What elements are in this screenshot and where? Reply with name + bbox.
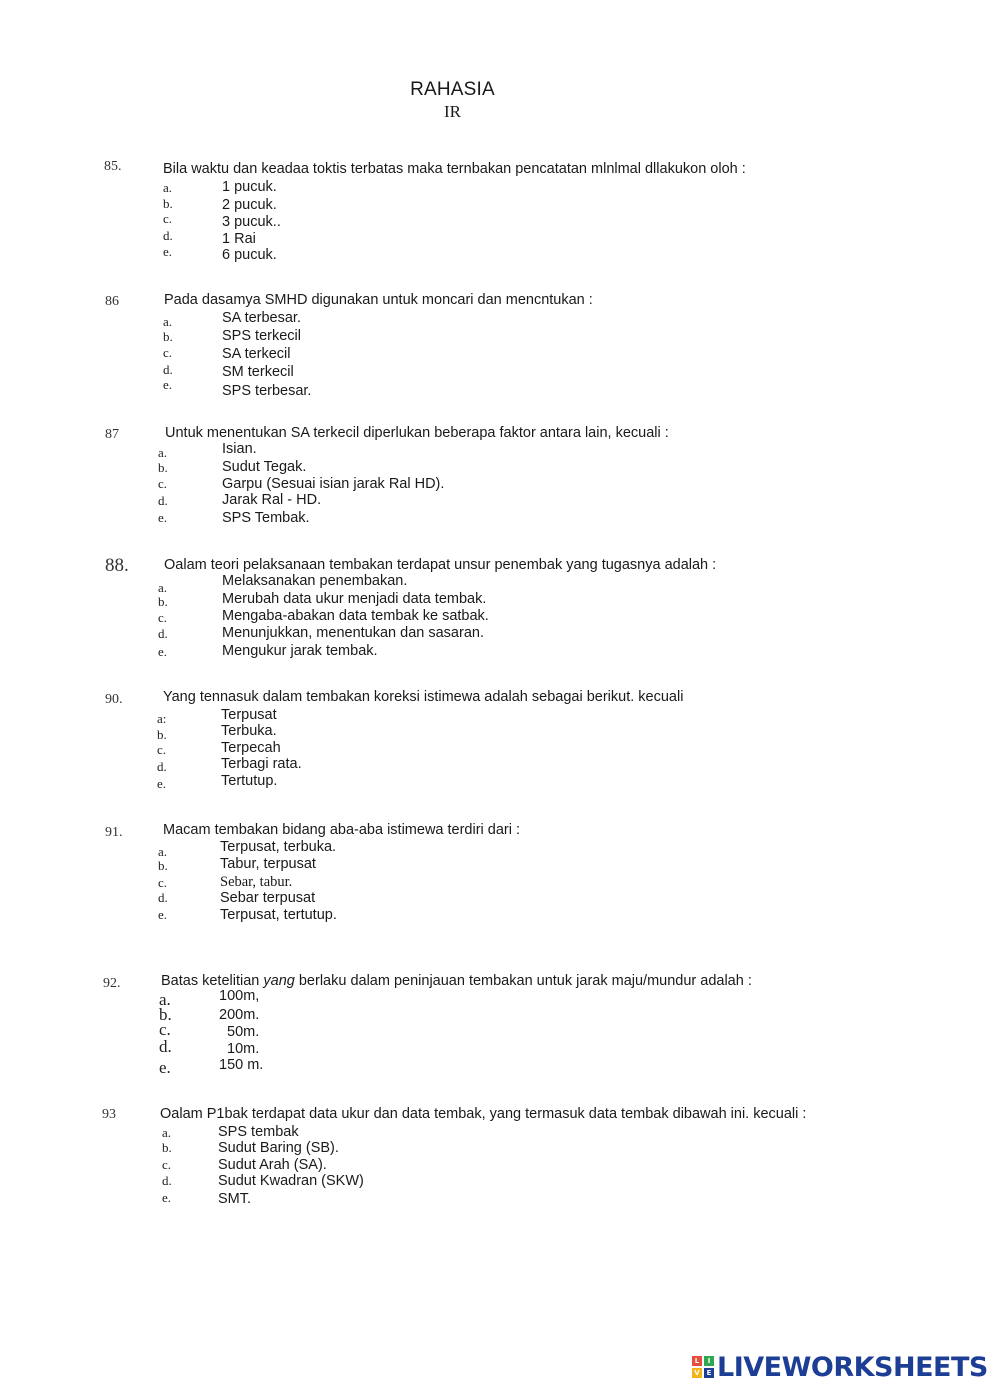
option-letter: e. [158, 510, 168, 525]
option-letter: c. [157, 742, 167, 757]
liveworksheets-logo-icon [692, 1356, 714, 1378]
liveworksheets-brand[interactable] [692, 1352, 988, 1382]
option-text: Sudut Kwadran (SKW) [218, 1173, 364, 1189]
option-text: 10m. [227, 1041, 260, 1057]
option-text: SPS Tembak. [222, 510, 310, 526]
option-text: Sebar, tabur. [220, 874, 293, 890]
option-text: 6 pucuk. [222, 247, 277, 263]
option-letter: c. [159, 1020, 171, 1039]
option-letter: c. [163, 345, 173, 360]
option-letter: a. [158, 580, 168, 595]
option-text: SMT. [218, 1191, 252, 1207]
option-letter: b. [163, 329, 173, 344]
option-letter: a. [158, 844, 168, 859]
option-letter: d. [157, 759, 167, 774]
option-letter: c. [158, 610, 168, 625]
option-text: SPS terbesar. [222, 383, 312, 399]
logo-letter: V [692, 1368, 702, 1378]
option-text: Mengukur jarak tembak. [222, 643, 378, 659]
logo-letter: I [704, 1356, 714, 1366]
option-text: Sebar terpusat [220, 890, 316, 906]
option-letter: a. [163, 180, 173, 195]
option-letter: d. [159, 1037, 172, 1056]
option-text: Terpusat, tertutup. [220, 907, 337, 923]
option-text: Terbuka. [221, 723, 277, 739]
question-number: 88. [105, 555, 129, 576]
question-text: Untuk menentukan SA terkecil diperlukan beberapa faktor antara lain, kecuali : [165, 425, 669, 441]
option-text: Jarak Ral - HD. [222, 492, 322, 508]
option-letter: e. [163, 244, 173, 259]
option-letter: c. [158, 476, 168, 491]
option-letter: b. [158, 594, 168, 609]
option-text: SM terkecil [222, 364, 294, 380]
question-text: Batas ketelitian yang berlaku dalam peninjauan tembakan untuk jarak maju/mundur adalah : [161, 973, 752, 989]
option-letter: a. [159, 990, 171, 1009]
brand-name: LIVEWORKSHEETS [717, 1351, 988, 1383]
question-text: Pada dasamya SMHD digunakan untuk moncari dan mencntukan : [164, 292, 593, 308]
option-text: 1 Rai [222, 231, 256, 247]
option-letter: e. [158, 644, 168, 659]
option-letter: d. [158, 626, 168, 641]
option-text: Terbagi rata. [221, 756, 302, 772]
question-text: Yang tennasuk dalam tembakan koreksi istimewa adalah sebagai berikut. kecuali [163, 689, 684, 705]
option-letter: e. [158, 907, 168, 922]
option-text: Sudut Baring (SB). [218, 1140, 339, 1156]
option-text: Melaksanakan penembakan. [222, 573, 408, 589]
question-number: 86 [105, 294, 119, 309]
option-text: 2 pucuk. [222, 197, 277, 213]
option-text: SA terbesar. [222, 310, 301, 326]
question-number: 91. [105, 825, 123, 840]
question-text: Macam tembakan bidang aba-aba istimewa terdiri dari : [163, 822, 521, 838]
option-text: SPS terkecil [222, 328, 301, 344]
option-text: 50m. [227, 1024, 260, 1040]
page-title: RAHASIA [410, 79, 495, 100]
option-letter: a. [158, 445, 168, 460]
option-letter: b. [163, 196, 173, 211]
option-text: 3 pucuk.. [222, 214, 281, 230]
option-letter: a. [162, 1125, 172, 1140]
option-text: Isian. [222, 441, 257, 457]
option-text: Mengaba-abakan data tembak ke satbak. [222, 608, 489, 624]
option-text: Sudut Arah (SA). [218, 1157, 327, 1173]
option-text: SPS tembak [218, 1124, 299, 1140]
question-number: 85. [104, 159, 122, 174]
option-letter: c. [163, 211, 173, 226]
option-letter: d. [163, 228, 173, 243]
option-letter: e. [159, 1058, 171, 1077]
option-letter: e. [157, 776, 167, 791]
question-number: 87 [105, 427, 119, 442]
option-text: 100m, [219, 988, 260, 1004]
option-letter: d. [158, 493, 168, 508]
question-text: Bila waktu dan keadaa toktis terbatas maka ternbakan pencatatan mlnlmal dllakukon oloh : [163, 161, 746, 177]
option-letter: c. [162, 1157, 172, 1172]
option-text: Garpu (Sesuai isian jarak Ral HD). [222, 476, 445, 492]
logo-letter: L [692, 1356, 702, 1366]
question-text: Oalam P1bak terdapat data ukur dan data tembak, yang termasuk data tembak dibawah ini. kecuali : [160, 1106, 807, 1122]
option-text: Merubah data ukur menjadi data tembak. [222, 591, 487, 607]
option-text: Tertutup. [221, 773, 278, 789]
question-number: 92. [103, 976, 121, 991]
question-number: 90. [105, 692, 123, 707]
option-letter: e. [163, 377, 173, 392]
option-text: 1 pucuk. [222, 179, 277, 195]
page-subtitle: IR [444, 102, 461, 121]
option-letter: b. [162, 1140, 172, 1155]
logo-letter: E [704, 1368, 714, 1378]
option-letter: a: [157, 711, 167, 726]
option-text: Terpusat, terbuka. [220, 839, 337, 855]
option-text: Tabur, terpusat [220, 856, 316, 872]
option-letter: b. [158, 460, 168, 475]
option-letter: b. [157, 727, 167, 742]
option-text: Terpecah [221, 740, 281, 756]
question-text: Oalam teori pelaksanaan tembakan terdapat unsur penembak yang tugasnya adalah : [164, 557, 717, 573]
option-text: 200m. [219, 1007, 260, 1023]
option-letter: c. [158, 875, 168, 890]
option-text: Menunjukkan, menentukan dan sasaran. [222, 625, 484, 641]
question-number: 93 [102, 1107, 116, 1122]
option-letter: a. [163, 314, 173, 329]
option-text: SA terkecil [222, 346, 291, 362]
option-text: Sudut Tegak. [222, 459, 307, 475]
option-letter: d. [158, 890, 168, 905]
option-letter: d. [163, 362, 173, 377]
option-letter: d. [162, 1173, 172, 1188]
option-letter: b. [158, 858, 168, 873]
option-text: Terpusat [221, 707, 277, 723]
option-letter: b. [159, 1005, 172, 1024]
option-text: 150 m. [219, 1057, 264, 1073]
option-letter: e. [162, 1190, 172, 1205]
